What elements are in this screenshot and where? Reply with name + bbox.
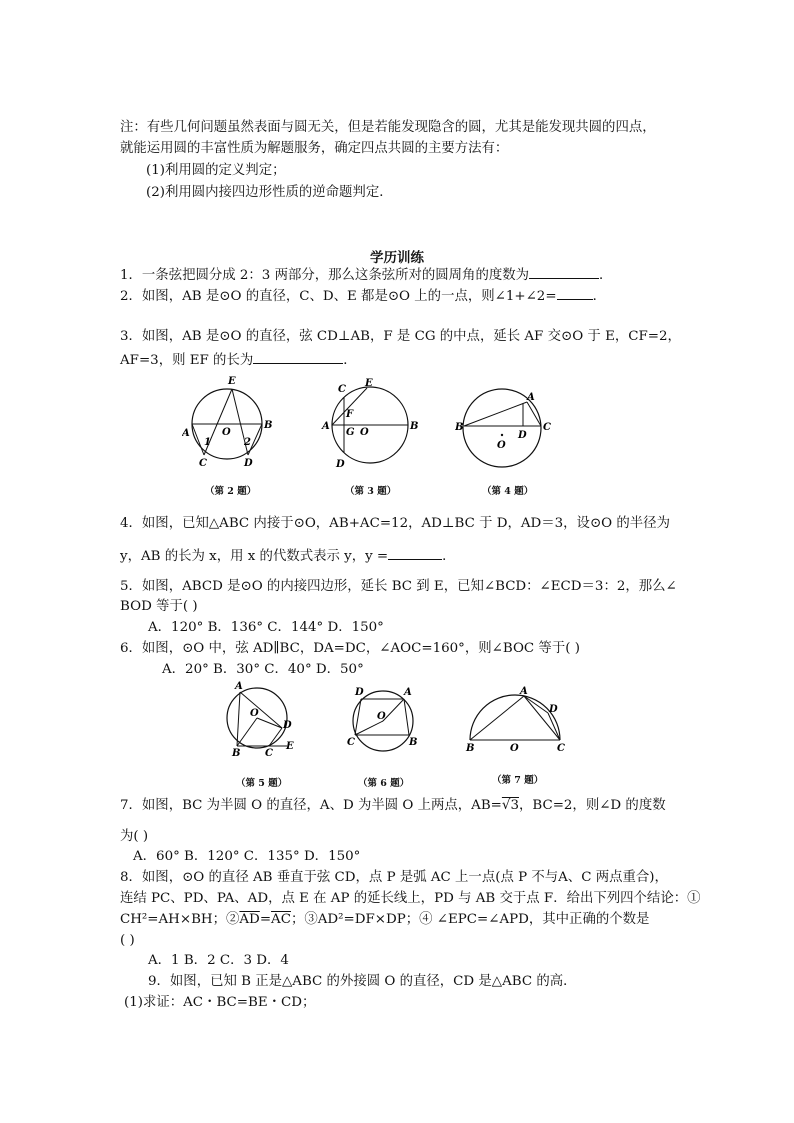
note-line-2: 就能运用圆的丰富性质为解题服务，确定四点共圆的主要方法有：: [120, 141, 509, 156]
question-7-line-1: [120, 797, 666, 815]
figure-3: [320, 372, 420, 472]
question-7-text-a: 7．如图，BC 为半圆 O 的直径，A、D 为半圆 O 上两点，AB=: [120, 798, 502, 813]
question-8-text-c: ；③AD²=DF×DP；④ ∠EPC=∠APD，其中正确的个数是: [290, 912, 650, 927]
figure-6: [345, 683, 425, 763]
answer-blank-4: [388, 546, 442, 560]
label-d: D: [518, 430, 527, 441]
label-d: D: [336, 459, 345, 470]
label-b: B: [466, 743, 475, 754]
label-o: O: [377, 711, 386, 722]
question-8-line-1: 8．如图，⊙O 的直径 AB 垂直于弦 CD，点 P 是弧 AC 上一点(点 P 不与A、C 两点重合)，: [120, 870, 668, 885]
question-3-text: AF=3，则 EF 的长为: [120, 353, 254, 368]
section-title: 学历训练: [370, 250, 424, 266]
arc-ad: $\overline{AD}$: [239, 912, 260, 927]
figure-4: [455, 380, 555, 475]
note-line-1: 注：有些几何问题虽然表面与圆无关，但是若能发现隐含的圆，尤其是能发现共圆的四点，: [120, 120, 656, 135]
chord-ba: [470, 696, 524, 740]
label-f: F: [346, 409, 354, 420]
question-2: [120, 286, 606, 306]
label-d: D: [244, 458, 253, 469]
question-6-options: A．20° B．30° C．40° D．50°: [162, 662, 364, 677]
question-7-text-b: ，BC=2，则∠D 的度数: [518, 798, 666, 813]
label-a: A: [235, 681, 243, 692]
question-1: [120, 265, 612, 285]
radius-ob: [237, 718, 257, 746]
question-3-line-2: [120, 350, 357, 370]
question-2-text: 2．如图，AB 是⊙O 的直径，C、D、E 都是⊙O 上的一点，则∠1+∠2=: [120, 289, 557, 304]
figure-5: [225, 680, 300, 760]
figure-7: [460, 685, 570, 755]
label-e: E: [286, 741, 294, 752]
chord-ad: [240, 692, 282, 728]
question-1-end: ．: [599, 268, 613, 283]
answer-blank-3: [253, 350, 343, 364]
caption-figure-4: （第 4 题）: [482, 486, 534, 497]
label-angle-1: 1: [204, 437, 211, 448]
question-8-line-4: ( ): [120, 933, 135, 948]
question-8-text-a: CH²=AH×BH；②: [120, 912, 240, 927]
answer-blank-2: [557, 286, 593, 300]
label-b: B: [232, 748, 241, 759]
label-o: O: [510, 743, 519, 754]
label-a: A: [404, 687, 412, 698]
question-3-end: ．: [343, 353, 357, 368]
label-o: O: [250, 708, 259, 719]
label-d: D: [355, 687, 364, 698]
label-b: B: [264, 420, 272, 431]
label-o: O: [360, 427, 369, 438]
label-c: C: [199, 458, 207, 469]
question-2-end: ．: [592, 289, 606, 304]
label-b: B: [409, 737, 418, 748]
caption-figure-5: （第 5 题）: [236, 778, 288, 789]
label-d: D: [549, 704, 558, 715]
note-method-2: (2)利用圆内接四边形性质的逆命题判定．: [146, 185, 393, 200]
question-4-end: ．: [442, 549, 456, 564]
question-4-line-2: [120, 546, 456, 566]
caption-figure-7: （第 7 题）: [492, 775, 544, 786]
question-8-options: A．1 B．2 C．3 D．4: [148, 953, 289, 968]
label-angle-2: 2: [244, 437, 251, 448]
label-a: A: [520, 686, 528, 697]
question-6-line-1: 6．如图，⊙O 中，弦 AD∥BC，DA=DC，∠AOC=160°，则∠BOC 等于( ): [120, 641, 580, 656]
chord-ac: [192, 424, 204, 455]
label-a: A: [527, 392, 535, 403]
question-8-equals: =: [259, 912, 272, 927]
label-c: C: [543, 422, 551, 433]
arc-ac: $\overline{AC}$: [271, 912, 291, 927]
chord-ba: [464, 402, 527, 426]
question-9-line-2: (1)求证：AC・BC=BE・CD；: [124, 995, 316, 1010]
caption-figure-3: （第 3 题）: [345, 486, 397, 497]
center-point: [501, 434, 503, 436]
sqrt-3: √3: [501, 798, 519, 813]
question-8-line-2: 连结 PC、PD、PA、AD，点 E 在 AP 的延长线上，PD 与 AB 交于点 F．给出下列四个结论：①: [120, 891, 701, 906]
question-3-line-1: 3．如图，AB 是⊙O 的直径，弦 CD⊥AB，F 是 CG 的中点，延长 AF 交⊙O 于 E，CF=2，: [120, 329, 681, 344]
label-a: A: [182, 428, 190, 439]
radius-od: [257, 718, 282, 728]
label-c: C: [347, 737, 355, 748]
label-c: C: [265, 748, 273, 759]
label-b: B: [455, 422, 464, 433]
question-9-line-1: 9．如图，已知 B 正是△ABC 的外接圆 O 的直径，CD 是△ABC 的高．: [148, 974, 577, 989]
label-e: E: [228, 376, 236, 387]
question-7-options: A．60° B．120° C．135° D．150°: [133, 849, 361, 864]
figure-2: [182, 372, 272, 472]
caption-figure-2: （第 2 题）: [205, 486, 257, 497]
question-4-text: y，AB 的长为 x，用 x 的代数式表示 y，y =: [120, 549, 389, 564]
question-7-line-2: 为( ): [120, 829, 149, 844]
question-5-line-1: 5．如图，ABCD 是⊙O 的内接四边形，延长 BC 到 E，已知∠BCD：∠ECD＝3：2，那么∠: [120, 579, 677, 594]
note-method-1: (1)利用圆的定义判定；: [146, 163, 286, 178]
label-c: C: [338, 384, 346, 395]
question-8-line-3: [120, 911, 649, 929]
label-a: A: [322, 421, 330, 432]
label-o: O: [497, 440, 506, 451]
label-d: D: [283, 720, 292, 731]
label-g: G: [346, 427, 355, 438]
chord-ab: [237, 692, 240, 746]
question-5-options: A．120° B．136° C．144° D．150°: [148, 620, 384, 635]
radius-oc: [355, 721, 383, 735]
label-o: O: [222, 427, 231, 438]
label-b: B: [410, 421, 419, 432]
caption-figure-6: （第 6 题）: [358, 778, 410, 789]
label-c: C: [557, 743, 565, 754]
question-5-line-2: BOD 等于( ): [120, 599, 198, 614]
question-4-line-1: 4．如图，已知△ABC 内接于⊙O，AB+AC=12，AD⊥BC 于 D，AD＝3，设⊙O 的半径为: [120, 516, 670, 531]
label-e: E: [365, 378, 373, 389]
radius-oa: [383, 699, 404, 721]
answer-blank-1: [529, 265, 599, 279]
question-1-text: 1．一条弦把圆分成 2：3 两部分，那么这条弦所对的圆周角的度数为: [120, 268, 530, 283]
semicircle: [470, 695, 560, 740]
